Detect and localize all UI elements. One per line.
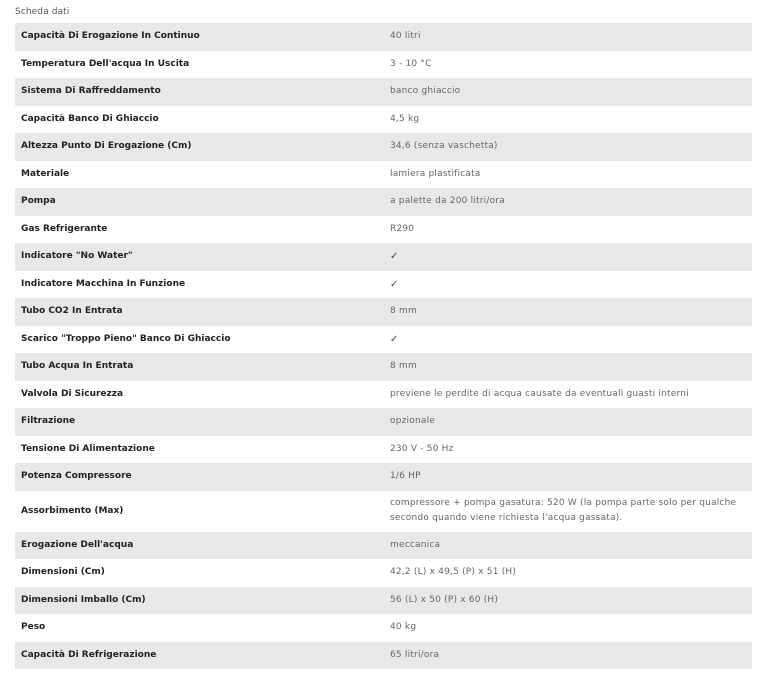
table-row [15, 298, 752, 326]
check-icon: ✓ [384, 326, 752, 354]
spec-label: Pompa [15, 188, 384, 216]
table-row [15, 243, 752, 271]
spec-value: a palette da 200 litri/ora [384, 188, 752, 216]
spec-label: Filtrazione [15, 408, 384, 436]
table-row [15, 408, 752, 436]
spec-label: Peso [15, 614, 384, 642]
spec-value: lamiera plastificata [384, 161, 752, 189]
table-row [15, 587, 752, 615]
spec-label: Sistema Di Raffreddamento [15, 78, 384, 106]
spec-value: 3 - 10 °C [384, 51, 752, 79]
spec-label: Dimensioni Imballo (Cm) [15, 587, 384, 615]
spec-value: 8 mm [384, 353, 752, 381]
table-row [15, 326, 752, 354]
table-row [15, 642, 752, 670]
table-row [15, 271, 752, 299]
spec-value: compressore + pompa gasatura: 520 W (la pompa parte solo per qualche secondo quando viene richiesta l'acqua gassata). [384, 491, 752, 532]
spec-label: Tubo CO2 In Entrata [15, 298, 384, 326]
spec-label: Tensione Di Alimentazione [15, 436, 384, 464]
spec-value: 4,5 kg [384, 106, 752, 134]
table-row [15, 78, 752, 106]
spec-label: Scarico "Troppo Pieno" Banco Di Ghiaccio [15, 326, 384, 354]
spec-label: Capacità Di Erogazione In Continuo [15, 23, 384, 51]
spec-value: 34,6 (senza vaschetta) [384, 133, 752, 161]
spec-value: 42,2 (L) x 49,5 (P) x 51 (H) [384, 559, 752, 587]
spec-table [15, 23, 752, 669]
spec-value: meccanica [384, 532, 752, 560]
table-row [15, 463, 752, 491]
check-icon: ✓ [384, 271, 752, 299]
spec-label: Tubo Acqua In Entrata [15, 353, 384, 381]
table-row [15, 491, 752, 532]
table-row [15, 353, 752, 381]
spec-value: opzionale [384, 408, 752, 436]
table-row [15, 188, 752, 216]
table-row [15, 614, 752, 642]
spec-value: previene le perdite di acqua causate da eventuali guasti interni [384, 381, 752, 409]
spec-label: Temperatura Dell'acqua In Uscita [15, 51, 384, 79]
spec-label: Valvola Di Sicurezza [15, 381, 384, 409]
table-row [15, 51, 752, 79]
spec-value: banco ghiaccio [384, 78, 752, 106]
spec-value: 8 mm [384, 298, 752, 326]
table-row [15, 216, 752, 244]
table-row [15, 23, 752, 51]
spec-label: Indicatore Macchina In Funzione [15, 271, 384, 299]
spec-label: Gas Refrigerante [15, 216, 384, 244]
table-row [15, 161, 752, 189]
spec-label: Indicatore "No Water" [15, 243, 384, 271]
table-row [15, 436, 752, 464]
spec-value: 1/6 HP [384, 463, 752, 491]
spec-value: 40 litri [384, 23, 752, 51]
spec-label: Dimensioni (Cm) [15, 559, 384, 587]
spec-label: Assorbimento (Max) [15, 491, 384, 532]
section-title: Scheda dati [15, 7, 70, 17]
check-icon: ✓ [384, 243, 752, 271]
spec-label: Materiale [15, 161, 384, 189]
spec-value: 40 kg [384, 614, 752, 642]
spec-value: 56 (L) x 50 (P) x 60 (H) [384, 587, 752, 615]
spec-label: Erogazione Dell'acqua [15, 532, 384, 560]
table-row [15, 532, 752, 560]
table-row [15, 381, 752, 409]
spec-value: 65 litri/ora [384, 642, 752, 670]
spec-label: Altezza Punto Di Erogazione (Cm) [15, 133, 384, 161]
spec-label: Potenza Compressore [15, 463, 384, 491]
table-row [15, 106, 752, 134]
spec-value: 230 V - 50 Hz [384, 436, 752, 464]
table-row [15, 133, 752, 161]
spec-label: Capacità Di Refrigerazione [15, 642, 384, 670]
spec-label: Capacità Banco Di Ghiaccio [15, 106, 384, 134]
spec-value: R290 [384, 216, 752, 244]
table-row [15, 559, 752, 587]
